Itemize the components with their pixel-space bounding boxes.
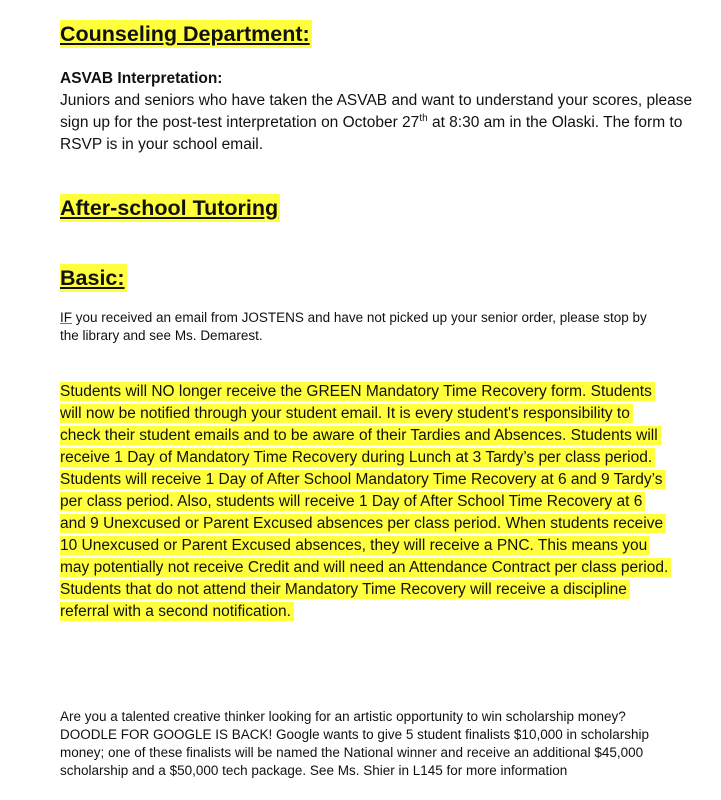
asvab-subheading: ASVAB Interpretation: bbox=[60, 70, 223, 87]
jostens-text: you received an email from JOSTENS and have not picked up your senior order, please stop by the library and see Ms. Demarest. bbox=[60, 310, 647, 343]
asvab-date-suffix: th bbox=[419, 112, 428, 124]
basic-heading-text: Basic: bbox=[60, 266, 125, 290]
asvab-paragraph bbox=[60, 68, 700, 156]
asvab-text-part-1: Juniors and seniors who have taken the ASVAB and want to understand your scores, please sign up for the post-test interpretation on October 27 bbox=[60, 92, 693, 131]
if-word: IF bbox=[60, 310, 72, 325]
time-recovery-paragraph bbox=[60, 381, 670, 623]
jostens-paragraph bbox=[60, 309, 650, 345]
doodle-for-google-paragraph bbox=[60, 708, 660, 780]
tutoring-heading-text: After-school Tutoring bbox=[60, 196, 279, 220]
time-recovery-text: Students will NO longer receive the GREEN Mandatory Time Recovery form. Students will now be notified through your student email. It is every student's responsibility to check their student emails and to be aware of their Tardies and Absences. Students will receive 1 Day of Mandatory Time Recovery during Lunch at 3 Tardy’s per class period. Students will receive 1 Day of After School Mandatory Time Recovery at 6 and 9 Tardy’s per class period. Also, students will receive 1 Day of After School Time Recovery at 6 and 9 Unexcused or Parent Excused absences per class period. When students receive 10 Unexcused or Parent Excused absences, they will receive a PNC. This means you may potentially not receive Credit and will need an Attendance Contract per class period. Students that do not attend their Mandatory Time Recovery will receive a discipline referral with a second notification. bbox=[60, 382, 671, 621]
tutoring-heading bbox=[60, 194, 280, 222]
counseling-heading-text: Counseling Department: bbox=[60, 22, 310, 46]
asvab-text-part-2: at 8:30 am in the Olaski. The form to RSVP is in your school email. bbox=[60, 114, 683, 153]
basic-heading bbox=[60, 264, 127, 292]
doodle-text: Are you a talented creative thinker looking for an artistic opportunity to win scholarship money? DOODLE FOR GOOGLE IS BACK! Google wants to give 5 student finalists $10,000 in scholarship money; one of these finalists will be named the National winner and receive an additional $45,000 scholarship and a $50,000 tech package. See Ms. Shier in L145 for more information bbox=[60, 709, 650, 778]
counseling-heading bbox=[60, 20, 312, 48]
